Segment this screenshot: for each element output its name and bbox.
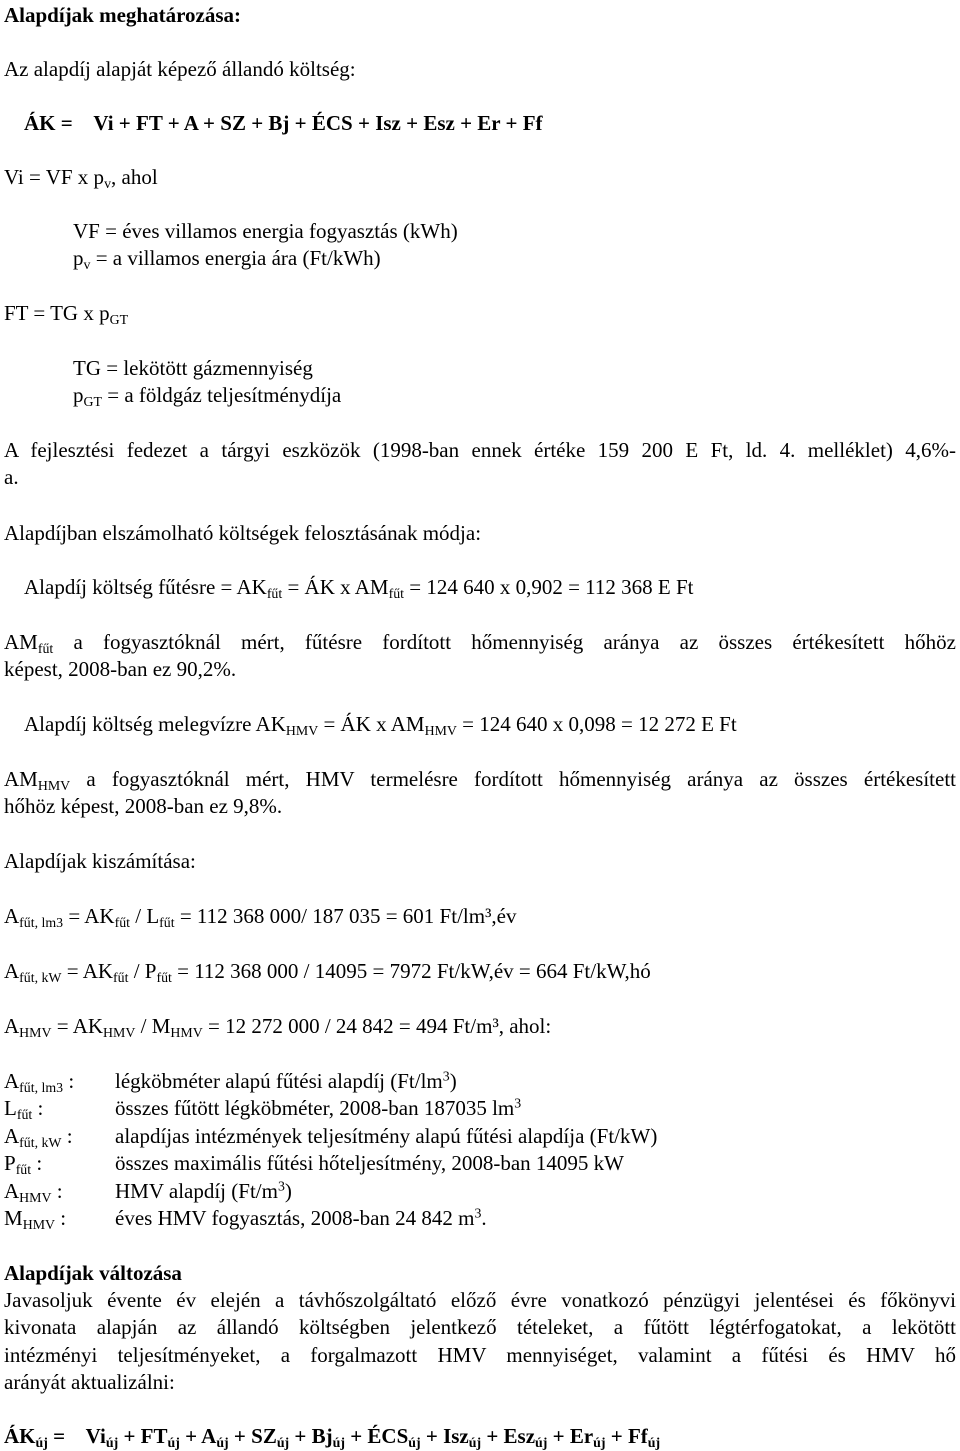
text-run: : — [51, 1179, 63, 1203]
text-run: a fogyasztóknál mért, HMV termelésre fordított hőmennyiség aránya az összes értékesített — [70, 767, 956, 791]
text-run: Alapdíj költség melegvízre AK — [24, 712, 286, 736]
glossary-description — [115, 1179, 292, 1204]
text-run: = AK — [61, 959, 114, 983]
text-run: Alapdíjak változása — [4, 1261, 182, 1285]
text-run: VF = éves villamos energia fogyasztás (kWh) — [73, 219, 458, 243]
subscript: új — [216, 1434, 229, 1450]
development-fund-line-2 — [4, 465, 19, 490]
heading-basic-fee — [4, 3, 241, 28]
text-run: = AK — [63, 904, 115, 928]
text-run: Vi = VF x p — [4, 165, 105, 189]
text-run: : — [63, 1069, 75, 1093]
text-run: = 124 640 x 0,098 = 12 272 E Ft — [456, 712, 737, 736]
subscript: HMV — [19, 1024, 52, 1040]
text-run: = a földgáz teljesítménydíja — [101, 383, 342, 407]
am-fut-description-line-2 — [4, 657, 236, 682]
text-run: Alapdíjban elszámolható költségek felosztásának módja: — [4, 521, 482, 545]
text-run: a. — [4, 465, 19, 489]
subscript: fűt — [113, 969, 129, 985]
subscript: v — [83, 256, 91, 272]
text-run: AM — [4, 767, 38, 791]
development-fund-line-1 — [4, 438, 956, 463]
subscript: HMV — [22, 1216, 56, 1232]
text-run: : — [61, 1124, 73, 1148]
subscript: új — [593, 1434, 606, 1450]
subscript: HMV — [424, 722, 457, 738]
text-run: FT = TG x p — [4, 301, 110, 325]
text-run: Alapdíjak meghatározása: — [4, 3, 242, 27]
text-run: : — [55, 1206, 67, 1230]
text-run: + ÉCS — [344, 1424, 409, 1448]
text-run: összes fűtött légköbméter, 2008-ban 187035 lm — [115, 1096, 515, 1120]
text-run: / M — [135, 1014, 171, 1038]
text-run: + Er — [547, 1424, 594, 1448]
text-run: ÁK = Vi + FT + A + SZ + Bj + ÉCS + Isz + Esz + Er + Ff — [24, 111, 543, 135]
subscript: új — [276, 1434, 290, 1450]
text-run: P — [4, 1151, 16, 1175]
text-run: kivonata alapján az állandó költségben jelentkező tételeket, a fűtött légtérfogatokat, a lekötött — [4, 1315, 956, 1339]
change-heading — [4, 1261, 182, 1286]
superscript: 3 — [442, 1068, 450, 1084]
change-paragraph-line-1 — [4, 1288, 956, 1313]
subscript: fűt — [159, 914, 175, 930]
text-run: L — [4, 1096, 17, 1120]
text-run: = ÁK x AM — [318, 712, 425, 736]
vf-definition — [73, 219, 458, 244]
am-hmv-description-line-2 — [4, 794, 282, 819]
glossary-description — [115, 1096, 521, 1121]
subscript: új — [468, 1434, 482, 1450]
glossary-term — [4, 1151, 42, 1176]
glossary-term — [4, 1069, 74, 1094]
text-run: = 12 272 000 / 24 842 = 494 Ft/m³, ahol: — [202, 1014, 552, 1038]
pv-definition — [73, 246, 381, 271]
glossary-term — [4, 1179, 63, 1204]
subscript: fűt — [15, 1161, 32, 1177]
glossary-term — [4, 1124, 73, 1149]
subscript: fűt — [388, 585, 404, 601]
text-run: , ahol — [111, 165, 158, 189]
subscript: új — [647, 1434, 661, 1450]
subscript: új — [332, 1434, 345, 1450]
calc-lm3-formula — [4, 904, 516, 929]
text-run: = 124 640 x 0,902 = 112 368 E Ft — [403, 575, 694, 599]
text-run: A — [4, 1014, 20, 1038]
subscript: új — [167, 1434, 180, 1450]
text-run: ÁK — [4, 1424, 36, 1448]
am-fut-description-line-1 — [4, 630, 956, 655]
text-run: légköbméter alapú fűtési alapdíj (Ft/lm — [115, 1069, 443, 1093]
change-paragraph-line-4 — [4, 1370, 175, 1395]
text-run: hőhöz képest, 2008-ban ez 9,8%. — [4, 794, 283, 818]
text-run: A fejlesztési fedezet a tárgyi eszközök (1998-ban ennek értéke 159 200 E Ft, ld. 4. melléklet) 4,6%- — [4, 438, 956, 462]
text-run: + SZ — [228, 1424, 277, 1448]
text-run: A — [4, 959, 20, 983]
superscript: 3 — [514, 1095, 522, 1111]
text-run: p — [73, 383, 84, 407]
text-run: összes maximális fűtési hőteljesítmény, 2008-ban 14095 kW — [115, 1151, 624, 1175]
subscript: v — [104, 175, 111, 191]
text-run: AM — [4, 630, 38, 654]
text-run: = 112 368 000 / 14095 = 7972 Ft/kW,év = 664 Ft/kW,hó — [171, 959, 651, 983]
text-run: Az alapdíj alapját képező állandó költség: — [4, 57, 356, 81]
text-run: Alapdíjak kiszámítása: — [4, 849, 196, 873]
text-run: HMV alapdíj (Ft/m — [115, 1179, 278, 1203]
text-run: A — [4, 1124, 20, 1148]
vi-definition — [4, 165, 158, 190]
change-paragraph-line-2 — [4, 1315, 956, 1340]
subscript: fűt — [114, 914, 130, 930]
text-run: = 112 368 000/ 187 035 = 601 Ft/lm³,év — [174, 904, 517, 928]
subscript: új — [105, 1434, 119, 1450]
subscript: fűt — [156, 969, 172, 985]
text-run: + A — [179, 1424, 217, 1448]
subscript: HMV — [285, 722, 319, 738]
text-run: . — [481, 1206, 487, 1230]
text-run: a fogyasztóknál mért, fűtésre fordított hőmennyiség aránya az összes értékesített hőhöz — [53, 630, 956, 654]
text-run: / P — [128, 959, 157, 983]
subscript: fűt — [37, 640, 54, 656]
subscript: új — [35, 1434, 48, 1450]
text-run: = Vi — [47, 1424, 106, 1448]
am-hmv-description-line-1 — [4, 767, 956, 792]
text-run: = ÁK x AM — [282, 575, 389, 599]
subscript: GT — [109, 311, 129, 327]
subscript: GT — [83, 393, 102, 409]
subscript: új — [535, 1434, 548, 1450]
text-run: arányát aktualizálni: — [4, 1370, 175, 1394]
calc-kw-formula — [4, 959, 651, 984]
text-run: Alapdíj költség fűtésre = AK — [24, 575, 267, 599]
heating-cost-formula — [24, 575, 693, 600]
pgt-definition — [73, 383, 341, 408]
subscript: fűt — [266, 585, 283, 601]
text-run: + FT — [118, 1424, 168, 1448]
text-run: ) — [449, 1069, 457, 1093]
text-run: ) — [284, 1179, 292, 1203]
subscript: HMV — [170, 1024, 203, 1040]
text-run: képest, 2008-ban ez 90,2%. — [4, 657, 237, 681]
glossary-term — [4, 1096, 43, 1121]
text-run: = AK — [51, 1014, 104, 1038]
text-run: A — [4, 1179, 20, 1203]
text-run: intézményi teljesítményeket, a forgalmazott HMV mennyiséget, valamint a fűtési és HMV hő — [4, 1343, 956, 1367]
text-run: = a villamos energia ára (Ft/kWh) — [90, 246, 381, 270]
formula-ak — [24, 111, 543, 136]
text-run: + Bj — [289, 1424, 333, 1448]
text-run: éves HMV fogyasztás, 2008-ban 24 842 m — [115, 1206, 475, 1230]
text-run: / L — [129, 904, 160, 928]
subscript: fűt, lm3 — [19, 1079, 64, 1095]
text-run: A — [4, 1069, 20, 1093]
intro-text — [4, 57, 356, 82]
text-run: Javasoljuk évente év elején a távhőszolgáltató előző évre vonatkozó pénzügyi jelentései és főkönyvi — [4, 1288, 956, 1312]
formula-ak-new — [4, 1424, 660, 1449]
text-run: A — [4, 904, 20, 928]
text-run: p — [73, 246, 84, 270]
glossary-description — [115, 1206, 487, 1231]
tg-definition — [73, 356, 313, 381]
subscript: fűt, kW — [19, 969, 62, 985]
subscript: új — [408, 1434, 421, 1450]
hmv-cost-formula — [24, 712, 737, 737]
cost-split-intro — [4, 521, 481, 546]
glossary-term — [4, 1206, 66, 1231]
text-run: + Ff — [605, 1424, 648, 1448]
superscript: 3 — [474, 1205, 482, 1221]
text-run: TG = lekötött gázmennyiség — [73, 356, 313, 380]
subscript: fűt, kW — [19, 1134, 62, 1150]
subscript: fűt — [16, 1106, 33, 1122]
subscript: fűt, lm3 — [19, 914, 64, 930]
text-run: + Isz — [420, 1424, 469, 1448]
calc-hmv-formula — [4, 1014, 551, 1039]
glossary-description — [115, 1124, 657, 1149]
text-run: + Esz — [481, 1424, 536, 1448]
text-run: M — [4, 1206, 23, 1230]
calculation-heading — [4, 849, 196, 874]
change-paragraph-line-3 — [4, 1343, 956, 1368]
text-run: : — [31, 1151, 43, 1175]
ft-definition — [4, 301, 128, 326]
glossary-description — [115, 1069, 457, 1094]
subscript: HMV — [37, 777, 71, 793]
text-run: : — [32, 1096, 44, 1120]
text-run: alapdíjas intézmények teljesítmény alapú fűtési alapdíja (Ft/kW) — [115, 1124, 658, 1148]
glossary-description — [115, 1151, 624, 1176]
subscript: HMV — [103, 1024, 136, 1040]
superscript: 3 — [277, 1178, 285, 1194]
subscript: HMV — [19, 1189, 52, 1205]
